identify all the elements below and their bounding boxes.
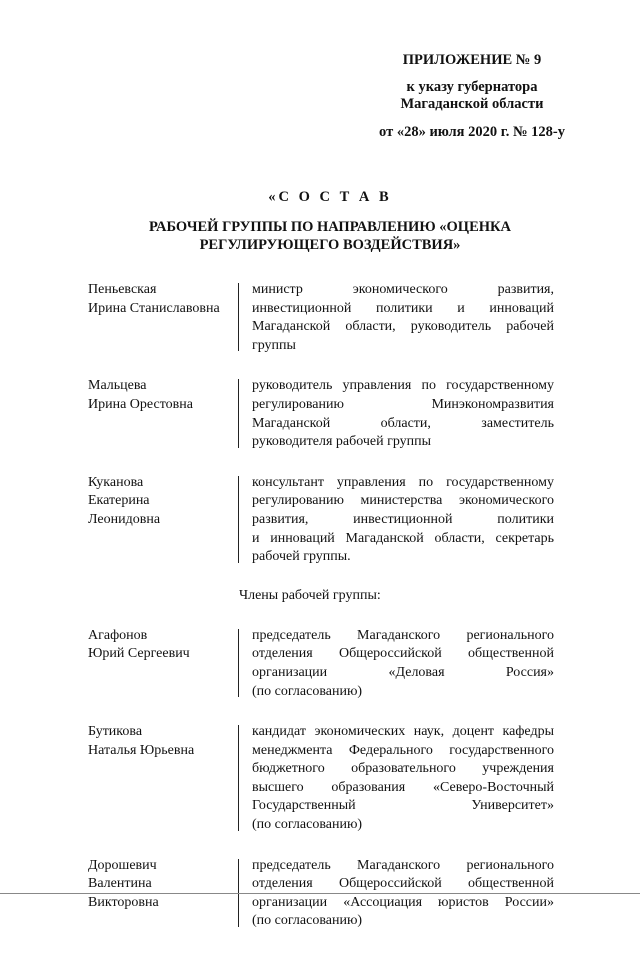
title-line-2: РАБОЧЕЙ ГРУППЫ ПО НАПРАВЛЕНИЮ «ОЦЕНКА xyxy=(148,219,512,235)
title-line-3: РЕГУЛИРУЮЩЕГО ВОЗДЕЙСТВИЯ» xyxy=(199,237,461,253)
patronymic: Викторовна xyxy=(88,894,159,910)
person-position xyxy=(239,474,554,567)
surname: Бутикова xyxy=(88,724,143,740)
given-names: Екатерина xyxy=(88,493,150,509)
surname: Мальцева xyxy=(88,378,147,394)
member-row xyxy=(88,723,554,835)
position-line: регулированию Минэкономразвития xyxy=(252,396,554,412)
position-line: руководителя рабочей группы xyxy=(252,434,432,450)
surname: Агафонов xyxy=(88,627,148,643)
appendix-date-line: от «28» июля 2020 г. № 128-у xyxy=(379,124,565,140)
position-line: Магаданской области, заместитель xyxy=(252,415,554,431)
person-position xyxy=(239,281,554,355)
person-position xyxy=(239,723,554,835)
position-line: отделения Общероссийской общественной xyxy=(252,876,554,892)
person-name xyxy=(88,377,238,451)
person-position xyxy=(239,377,554,451)
position-line: бюджетного образовательного учреждения xyxy=(252,761,554,777)
given-names: Валентина xyxy=(88,876,152,892)
appendix-block xyxy=(372,52,572,141)
position-line: (по согласованию) xyxy=(252,913,363,929)
given-names: Наталья Юрьевна xyxy=(88,742,195,758)
given-names: Ирина Станиславовна xyxy=(88,300,220,316)
person-name xyxy=(88,474,238,567)
position-line: председатель Магаданского регионального xyxy=(252,857,554,873)
position-line: руководитель управления по государственному xyxy=(252,378,554,394)
leader-row xyxy=(88,377,554,451)
position-line: консультант управления по государственному xyxy=(252,474,554,490)
leader-row xyxy=(88,474,554,567)
leader-row xyxy=(88,281,554,355)
position-line: (по согласованию) xyxy=(252,817,363,833)
members-heading: Члены рабочей группы: xyxy=(239,587,381,603)
position-line: министр экономического развития, xyxy=(252,282,554,297)
position-line: Магаданской области, руководитель рабочей xyxy=(252,319,554,335)
person-position xyxy=(239,627,554,701)
position-line: председатель Магаданского регионального xyxy=(252,627,554,643)
surname: Пеньевская xyxy=(88,282,157,297)
position-line: менеджмента Федерального государственного xyxy=(252,742,554,758)
position-line: инвестиционной политики и инноваций xyxy=(252,300,554,316)
page-bottom-rule xyxy=(0,893,640,894)
appendix-heading: ПРИЛОЖЕНИЕ № 9 xyxy=(402,52,542,68)
position-line: кандидат экономических наук, доцент кафедры xyxy=(252,724,554,740)
composition-table xyxy=(88,281,554,953)
appendix-line-2: Магаданской области xyxy=(400,96,544,112)
position-line: высшего образования «Северо-Восточный xyxy=(252,779,554,795)
person-name xyxy=(88,627,238,701)
position-line: и инноваций Магаданской области, секретарь xyxy=(252,530,554,546)
title-line-1: «С О С Т А В xyxy=(268,189,392,205)
position-line: (по согласованию) xyxy=(252,683,363,699)
appendix-line-1: к указу губернатора xyxy=(406,79,538,95)
person-name xyxy=(88,281,238,355)
surname: Куканова xyxy=(88,474,144,490)
position-line: развития, инвестиционной политики xyxy=(252,511,554,527)
given-names: Ирина Орестовна xyxy=(88,396,193,412)
position-line: рабочей группы. xyxy=(252,549,351,565)
position-line: группы xyxy=(252,337,296,353)
document-title xyxy=(100,188,560,254)
patronymic: Леонидовна xyxy=(88,511,161,527)
position-line: Государственный Университет» xyxy=(252,798,554,814)
surname: Дорошевич xyxy=(88,857,157,873)
member-row xyxy=(88,627,554,701)
position-line: регулированию министерства экономического xyxy=(252,493,554,509)
position-line: отделения Общероссийской общественной xyxy=(252,646,554,662)
position-line: организации «Ассоциация юристов России» xyxy=(252,894,554,910)
person-name xyxy=(88,723,238,835)
given-names: Юрий Сергеевич xyxy=(88,646,190,662)
position-line: организации «Деловая Россия» xyxy=(252,664,554,680)
